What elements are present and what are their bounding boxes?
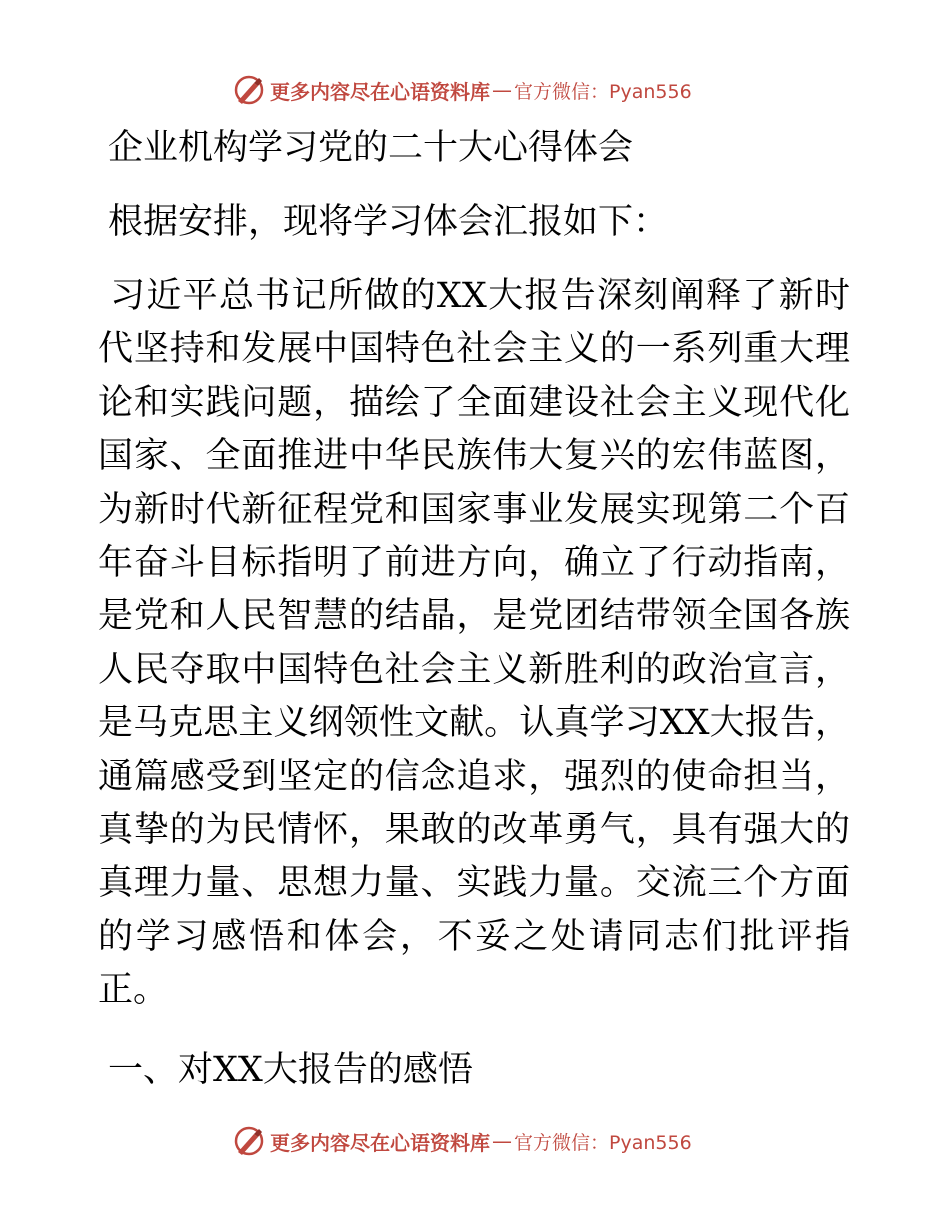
document-title: 企业机构学习党的二十大心得体会 (108, 128, 634, 168)
pen-circle-logo-icon (232, 1124, 266, 1158)
pen-circle-logo-icon (232, 73, 266, 107)
watermark-separator: — (492, 1129, 512, 1153)
watermark-sub-text: 官方微信：Pyan556 (514, 1131, 692, 1154)
document-intro: 根据安排，现将学习体会汇报如下： (108, 202, 669, 242)
watermark-main-text: 更多内容尽在心语资料库 (270, 1130, 490, 1155)
footer-watermark (232, 1124, 692, 1158)
watermark-separator: — (492, 78, 512, 102)
header-watermark (232, 73, 692, 107)
watermark-sub-text: 官方微信：Pyan556 (514, 80, 692, 103)
watermark-main-text: 更多内容尽在心语资料库 (270, 79, 490, 104)
body-paragraph: 习近平总书记所做的XX大报告深刻阐释了新时代坚持和发展中国特色社会主义的一系列重大理论和实践问题，描绘了全面建设社会主义现代化国家、全面推进中华民族伟大复兴的宏伟蓝图，为新时代新征程党和国家事业发展实现第二个百年奋斗目标指明了前进方向，确立了行动指南，是党和人民智慧的结晶，是党团结带领全国各族人民夺取中国特色社会主义新胜利的政治宣言，是马克思主义纲领性文献。认真学习XX大报告，通篇感受到坚定的信念追求，强烈的使命担当，真挚的为民情怀，果敢的改革勇气，具有强大的真理力量、思想力量、实践力量。交流三个方面的学习感悟和体会，不妥之处请同志们批评指正。 (98, 276, 850, 1011)
section-heading: 一、对XX大报告的感悟 (108, 1050, 473, 1090)
